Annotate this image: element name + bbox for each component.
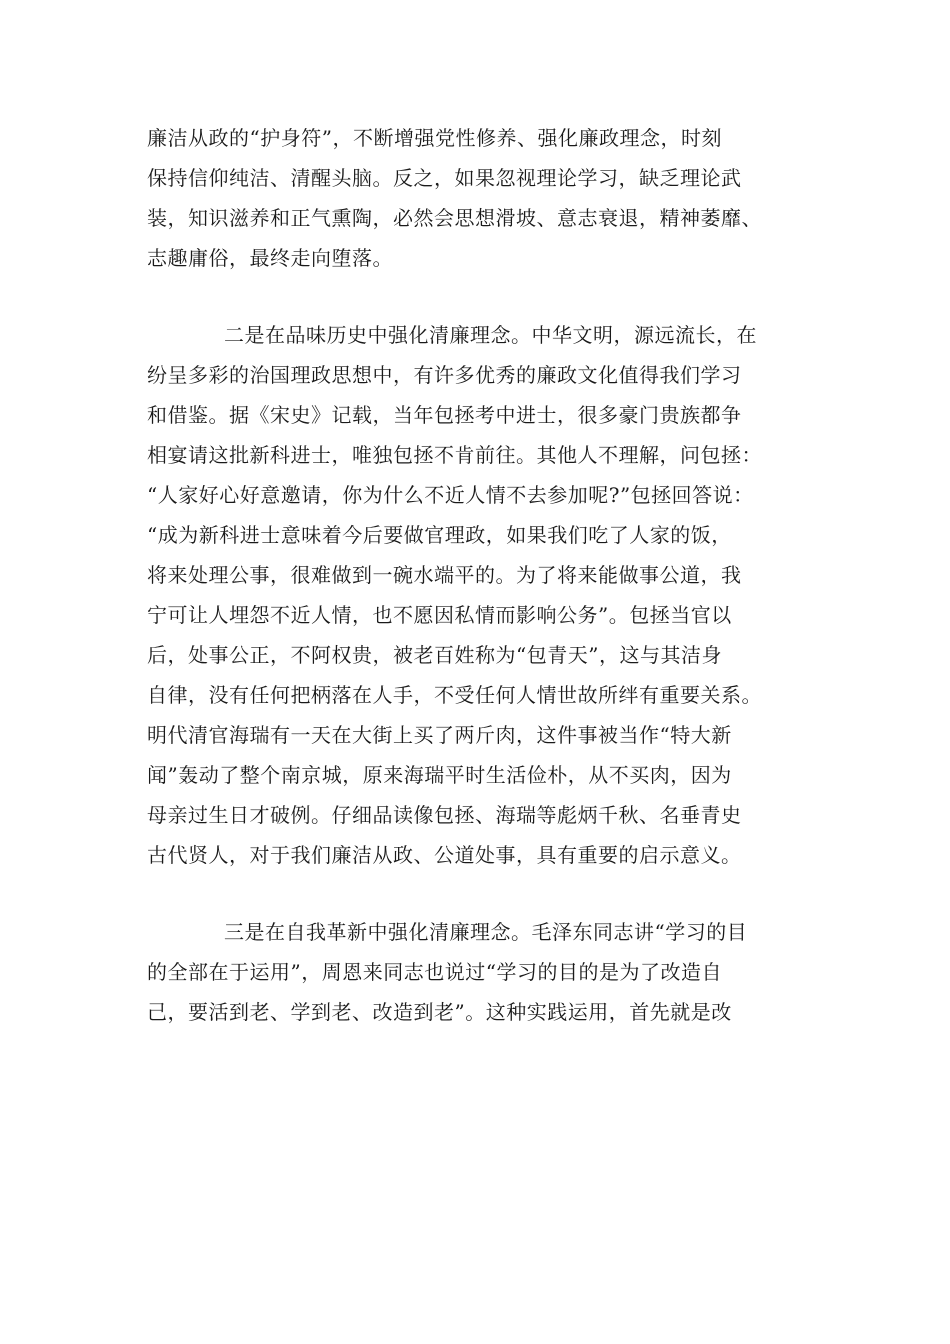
text-line: 保持信仰纯洁、清醒头脑。反之，如果忽视理论学习，缺乏理论武 xyxy=(147,166,742,190)
text-line: 明代清官海瑞有一天在大街上买了两斤肉，这件事被当作“特大新 xyxy=(147,723,732,747)
paragraph-3 xyxy=(147,912,817,1032)
text-line: “成为新科进士意味着今后要做官理政，如果我们吃了人家的饭， xyxy=(147,523,732,547)
text-line: 将来处理公事，很难做到一碗水端平的。为了将来能做事公道，我 xyxy=(147,563,742,587)
text-line: “人家好心好意邀请，你为什么不近人情不去参加呢?”包拯回答说： xyxy=(147,483,754,507)
text-line: 后，处事公正，不阿权贵，被老百姓称为“包青天”，这与其洁身 xyxy=(147,643,722,667)
text-line: 母亲过生日才破例。仔细品读像包拯、海瑞等彪炳千秋、名垂青史 xyxy=(147,803,742,827)
paragraph-gap xyxy=(147,278,817,315)
text-line: 二是在品味历史中强化清廉理念。中华文明，源远流长，在 xyxy=(224,323,757,347)
text-line: 相宴请这批新科进士，唯独包拯不肯前往。其他人不理解，问包拯： xyxy=(147,443,762,467)
text-line: 宁可让人埋怨不近人情，也不愿因私情而影响公务”。包拯当官以 xyxy=(147,603,732,627)
text-line: 志趣庸俗，最终走向堕落。 xyxy=(147,246,393,270)
text-line: 纷呈多彩的治国理政思想中，有许多优秀的廉政文化值得我们学习 xyxy=(147,363,742,387)
body-text xyxy=(147,118,817,1032)
paragraph-1 xyxy=(147,118,817,278)
text-line: 古代贤人，对于我们廉洁从政、公道处事，具有重要的启示意义。 xyxy=(147,843,742,867)
text-line: 三是在自我革新中强化清廉理念。毛泽东同志讲“学习的目 xyxy=(224,920,748,944)
text-line: 和借鉴。据《宋史》记载，当年包拯考中进士，很多豪门贵族都争 xyxy=(147,403,742,427)
text-line: 廉洁从政的“护身符”，不断增强党性修养、强化廉政理念，时刻 xyxy=(147,126,722,150)
paragraph-2 xyxy=(147,315,817,875)
text-line: 装，知识滋养和正气熏陶，必然会思想滑坡、意志衰退，精神萎靡、 xyxy=(147,206,762,230)
text-line: 自律，没有任何把柄落在人手，不受任何人情世故所绊有重要关系。 xyxy=(147,683,762,707)
text-line: 己，要活到老、学到老、改造到老”。这种实践运用，首先就是改 xyxy=(147,1000,732,1024)
text-line: 闻”轰动了整个南京城，原来海瑞平时生活俭朴，从不买肉，因为 xyxy=(147,763,732,787)
text-line: 的全部在于运用”，周恩来同志也说过“学习的目的是为了改造自 xyxy=(147,960,722,984)
paragraph-gap xyxy=(147,875,817,912)
